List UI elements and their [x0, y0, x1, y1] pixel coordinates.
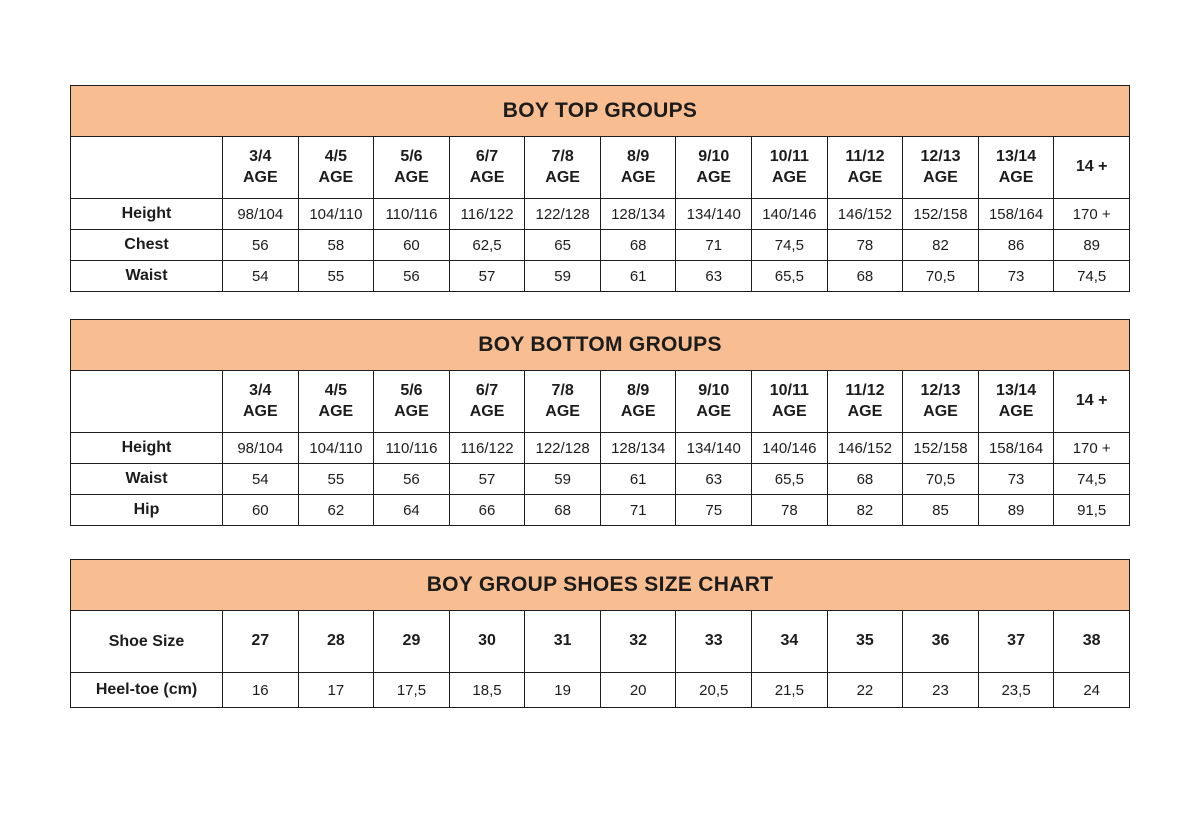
value-cell: 116/122 [449, 433, 525, 464]
value-cell: 68 [525, 495, 601, 526]
value-cell: 60 [223, 495, 299, 526]
col-header-line1: 6/7 [475, 381, 499, 399]
value-cell: 74,5 [1054, 261, 1130, 292]
tables-container [70, 85, 1130, 708]
col-header-line1: 5/6 [400, 147, 423, 165]
value-cell: 58 [298, 230, 374, 261]
col-header-line1: 37 [1007, 632, 1025, 650]
col-header-line2: AGE [998, 168, 1034, 186]
col-header-line1: 12/13 [920, 381, 961, 399]
table-boy-top-groups [70, 85, 1130, 292]
col-header-line1: 9/10 [698, 147, 730, 165]
row-label: Height [71, 199, 223, 230]
value-cell: 98/104 [223, 433, 299, 464]
value-cell: 57 [449, 464, 525, 495]
value-cell: 18,5 [449, 673, 525, 708]
col-header [525, 371, 601, 433]
col-header-line2: AGE [772, 168, 807, 186]
value-cell: 24 [1054, 673, 1130, 708]
value-cell: 146/152 [827, 433, 903, 464]
col-header-line1: 4/5 [324, 381, 347, 399]
value-cell: 59 [525, 464, 601, 495]
col-header-line1: 12/13 [920, 147, 961, 165]
value-cell: 59 [525, 261, 601, 292]
value-cell: 74,5 [752, 230, 828, 261]
col-header-line1: 8/9 [627, 147, 650, 165]
col-header-line1: 8/9 [627, 381, 650, 399]
col-header-line1: 11/12 [845, 381, 885, 399]
value-cell: 62,5 [449, 230, 525, 261]
value-cell: 128/134 [600, 199, 676, 230]
col-header [676, 611, 752, 673]
col-header [525, 611, 601, 673]
col-header-line2: AGE [469, 402, 505, 420]
value-cell: 89 [978, 495, 1054, 526]
value-cell: 56 [374, 464, 450, 495]
corner-label-cell [71, 371, 223, 433]
value-cell: 70,5 [903, 261, 979, 292]
value-cell: 73 [978, 261, 1054, 292]
table-row [71, 230, 1130, 261]
col-header-line2: AGE [318, 168, 354, 186]
value-cell: 23,5 [978, 673, 1054, 708]
row-label: Height [71, 433, 223, 464]
col-header-line1: 36 [931, 632, 950, 650]
col-header [978, 611, 1054, 673]
col-header [1054, 137, 1130, 199]
value-cell: 98/104 [223, 199, 299, 230]
value-cell: 140/146 [752, 199, 828, 230]
col-header [374, 371, 450, 433]
table-row [71, 261, 1130, 292]
row-label: Chest [71, 230, 223, 261]
value-cell: 55 [298, 261, 374, 292]
col-header-line2: AGE [696, 168, 732, 186]
value-cell: 20 [600, 673, 676, 708]
value-cell: 134/140 [676, 433, 752, 464]
value-cell: 63 [676, 464, 752, 495]
table-title: BOY GROUP SHOES SIZE CHART [71, 560, 1130, 611]
value-cell: 152/158 [903, 433, 979, 464]
value-cell: 65,5 [752, 261, 828, 292]
col-header-line2: AGE [545, 402, 580, 420]
value-cell: 70,5 [903, 464, 979, 495]
value-cell: 57 [449, 261, 525, 292]
value-cell: 116/122 [449, 199, 525, 230]
value-cell: 110/116 [374, 433, 450, 464]
col-header-line1: 27 [251, 632, 270, 650]
corner-label-cell: Shoe Size [71, 611, 223, 673]
table-title: BOY BOTTOM GROUPS [71, 320, 1130, 371]
col-header [223, 371, 299, 433]
col-header-line1: 7/8 [551, 381, 574, 399]
value-cell: 68 [827, 261, 903, 292]
table-boy-bottom-groups [70, 319, 1130, 526]
col-header-line1: 7/8 [551, 147, 574, 165]
value-cell: 73 [978, 464, 1054, 495]
value-cell: 74,5 [1054, 464, 1130, 495]
table-row [71, 495, 1130, 526]
value-cell: 75 [676, 495, 752, 526]
value-cell: 170 + [1054, 433, 1130, 464]
row-label: Waist [71, 261, 223, 292]
table-row [71, 673, 1130, 708]
col-header [298, 611, 374, 673]
col-header-line1: 10/11 [769, 147, 809, 165]
value-cell: 134/140 [676, 199, 752, 230]
value-cell: 158/164 [978, 199, 1054, 230]
col-header [600, 611, 676, 673]
col-header [903, 137, 979, 199]
col-header-line1: 29 [402, 632, 421, 650]
col-header [978, 137, 1054, 199]
value-cell: 78 [752, 495, 828, 526]
col-header-line1: 30 [478, 632, 496, 650]
value-cell: 54 [223, 261, 299, 292]
value-cell: 21,5 [752, 673, 828, 708]
value-cell: 170 + [1054, 199, 1130, 230]
col-header [374, 137, 450, 199]
value-cell: 55 [298, 464, 374, 495]
col-header-line1: 10/11 [769, 381, 809, 399]
value-cell: 68 [600, 230, 676, 261]
col-header-line2: AGE [923, 402, 958, 420]
row-label: Waist [71, 464, 223, 495]
col-header-line1: 3/4 [249, 147, 272, 165]
col-header-line2: AGE [242, 402, 278, 420]
value-cell: 78 [827, 230, 903, 261]
value-cell: 122/128 [525, 433, 601, 464]
col-header-line2: AGE [545, 168, 580, 186]
col-header-line1: 28 [326, 632, 345, 650]
col-header [676, 371, 752, 433]
col-header-line2: AGE [242, 168, 278, 186]
value-cell: 71 [676, 230, 752, 261]
col-header-line2: AGE [469, 168, 505, 186]
col-header-line1: 33 [704, 632, 723, 650]
value-cell: 22 [827, 673, 903, 708]
row-label: Heel-toe (cm) [71, 673, 223, 708]
col-header-line1: 5/6 [400, 381, 423, 399]
col-header [978, 371, 1054, 433]
col-header [525, 137, 601, 199]
value-cell: 60 [374, 230, 450, 261]
value-cell: 85 [903, 495, 979, 526]
value-cell: 158/164 [978, 433, 1054, 464]
col-header-line2: AGE [696, 402, 732, 420]
col-header-line2: AGE [318, 402, 354, 420]
value-cell: 82 [903, 230, 979, 261]
table-row [71, 464, 1130, 495]
col-header-line2: AGE [620, 402, 656, 420]
col-header-line2: AGE [620, 168, 656, 186]
value-cell: 63 [676, 261, 752, 292]
col-header-line2: AGE [923, 168, 958, 186]
col-header [374, 611, 450, 673]
col-header-line1: 31 [553, 632, 572, 650]
corner-label-cell [71, 137, 223, 199]
value-cell: 104/110 [298, 433, 374, 464]
col-header [676, 137, 752, 199]
table-boy-group-shoes-size-chart [70, 559, 1130, 708]
value-cell: 61 [600, 261, 676, 292]
value-cell: 56 [223, 230, 299, 261]
value-cell: 68 [827, 464, 903, 495]
value-cell: 82 [827, 495, 903, 526]
col-header [1054, 611, 1130, 673]
value-cell: 110/116 [374, 199, 450, 230]
col-header-line2: AGE [394, 168, 429, 186]
col-header [298, 371, 374, 433]
col-header [223, 137, 299, 199]
col-header-line1: 4/5 [324, 147, 347, 165]
col-header [752, 137, 828, 199]
value-cell: 54 [223, 464, 299, 495]
col-header [827, 137, 903, 199]
col-header [298, 137, 374, 199]
value-cell: 86 [978, 230, 1054, 261]
col-header-line2: AGE [772, 402, 807, 420]
col-header [1054, 371, 1130, 433]
value-cell: 89 [1054, 230, 1130, 261]
col-header-line2: AGE [847, 168, 883, 186]
col-header [223, 611, 299, 673]
col-header-line2: AGE [847, 402, 883, 420]
col-header [449, 611, 525, 673]
table-row [71, 199, 1130, 230]
value-cell: 152/158 [903, 199, 979, 230]
col-header-line1: 34 [780, 632, 799, 650]
value-cell: 56 [374, 261, 450, 292]
col-header-line1: 3/4 [249, 381, 272, 399]
col-header [827, 611, 903, 673]
col-header [752, 611, 828, 673]
value-cell: 16 [223, 673, 299, 708]
col-header-line2: AGE [998, 402, 1034, 420]
value-cell: 65,5 [752, 464, 828, 495]
col-header-line1: 13/14 [996, 147, 1037, 165]
value-cell: 146/152 [827, 199, 903, 230]
table-title: BOY TOP GROUPS [71, 86, 1130, 137]
col-header-line1: 14 + [1075, 392, 1108, 410]
value-cell: 140/146 [752, 433, 828, 464]
col-header [903, 611, 979, 673]
col-header [600, 137, 676, 199]
col-header-line1: 13/14 [996, 381, 1037, 399]
value-cell: 19 [525, 673, 601, 708]
value-cell: 23 [903, 673, 979, 708]
value-cell: 122/128 [525, 199, 601, 230]
col-header [600, 371, 676, 433]
value-cell: 17 [298, 673, 374, 708]
col-header-line1: 35 [856, 632, 874, 650]
value-cell: 104/110 [298, 199, 374, 230]
col-header-line1: 11/12 [845, 147, 885, 165]
col-header-line1: 38 [1082, 632, 1101, 650]
col-header-line1: 9/10 [698, 381, 730, 399]
col-header-line1: 6/7 [475, 147, 499, 165]
col-header-line1: 32 [629, 632, 648, 650]
col-header [827, 371, 903, 433]
value-cell: 20,5 [676, 673, 752, 708]
col-header [903, 371, 979, 433]
col-header [752, 371, 828, 433]
value-cell: 71 [600, 495, 676, 526]
value-cell: 66 [449, 495, 525, 526]
value-cell: 17,5 [374, 673, 450, 708]
col-header [449, 371, 525, 433]
col-header-line2: AGE [394, 402, 429, 420]
value-cell: 62 [298, 495, 374, 526]
table-row [71, 433, 1130, 464]
value-cell: 64 [374, 495, 450, 526]
col-header-line1: 14 + [1075, 158, 1108, 176]
value-cell: 91,5 [1054, 495, 1130, 526]
value-cell: 128/134 [600, 433, 676, 464]
row-label: Hip [71, 495, 223, 526]
col-header [449, 137, 525, 199]
value-cell: 61 [600, 464, 676, 495]
value-cell: 65 [525, 230, 601, 261]
